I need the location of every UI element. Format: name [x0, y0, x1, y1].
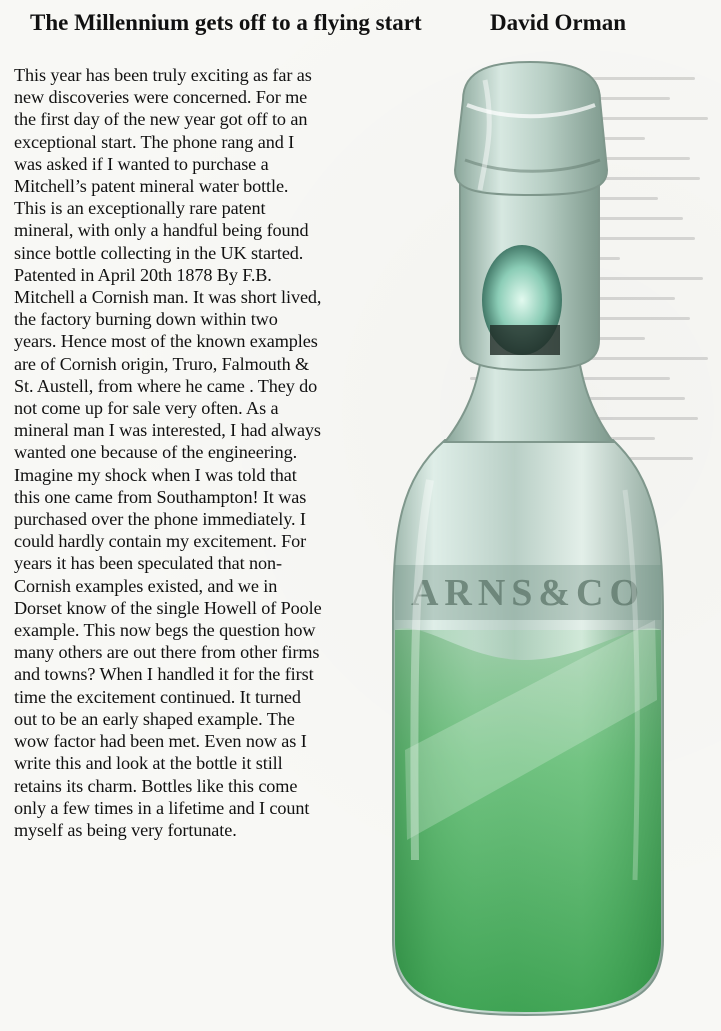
article-line: many others are out there from other firms	[14, 642, 320, 663]
embossed-lettering: ARNS&CO	[410, 572, 646, 614]
article-line: Mitchell’s patent mineral water bottle.	[14, 176, 289, 197]
article-line: myself as being very fortunate.	[14, 819, 237, 840]
article-line: and towns? When I handled it for the first	[14, 664, 314, 685]
article-line: purchased over the phone immediately. I	[14, 509, 306, 530]
article-line: Mitchell a Cornish man. It was short lived,	[14, 287, 322, 308]
article-line: could hardly contain my excitement. For	[14, 531, 307, 552]
article-line: time the excitement continued. It turned	[14, 686, 301, 707]
article-body	[14, 64, 386, 841]
article-line: Imagine my shock when I was told that	[14, 464, 297, 485]
article-line: retains its charm. Bottles like this come	[14, 775, 298, 796]
article-line: exceptional start. The phone rang and I	[14, 131, 295, 152]
article-line: This is an exceptionally rare patent	[14, 198, 266, 219]
article-line: are of Cornish origin, Truro, Falmouth &	[14, 353, 310, 374]
article-title: The Millennium gets off to a flying start	[30, 10, 422, 35]
article-line: wow factor had been met. Even now as I	[14, 731, 307, 752]
article-line: new discoveries were concerned. For me	[14, 87, 308, 108]
article-line: was asked if I wanted to purchase a	[14, 153, 269, 174]
article-line: the factory burning down within two	[14, 309, 278, 330]
article-line: since bottle collecting in the UK started.	[14, 242, 304, 263]
article-line: Patented in April 20th 1878 By F.B.	[14, 264, 272, 285]
article-line: years it has been speculated that non-	[14, 553, 282, 574]
article-line: only a few times in a lifetime and I count	[14, 797, 310, 818]
article-line: out to be an early shaped example. The	[14, 708, 295, 729]
article-line: the first day of the new year got off to an	[14, 109, 308, 130]
article-header	[30, 8, 710, 42]
article-line: wanted one because of the engineering.	[14, 442, 298, 463]
article-line: This year has been truly exciting as far as	[14, 65, 312, 85]
article-line: Dorset know of the single Howell of Poole	[14, 597, 322, 618]
bottle-photo	[385, 60, 675, 1020]
article-author: David Orman	[490, 10, 627, 35]
article-line: Cornish examples existed, and we in	[14, 575, 278, 596]
article-line: St. Austell, from where he came . They do	[14, 375, 318, 396]
article-line: this one came from Southampton! It was	[14, 486, 307, 507]
article-line: mineral, with only a handful being found	[14, 220, 309, 241]
article-line: years. Hence most of the known examples	[14, 331, 318, 352]
article-line: write this and look at the bottle it still	[14, 753, 283, 774]
article-line: mineral man I was interested, I had always	[14, 420, 321, 441]
article-line: not come up for sale very often. As a	[14, 398, 279, 419]
article-line: example. This now begs the question how	[14, 620, 316, 641]
